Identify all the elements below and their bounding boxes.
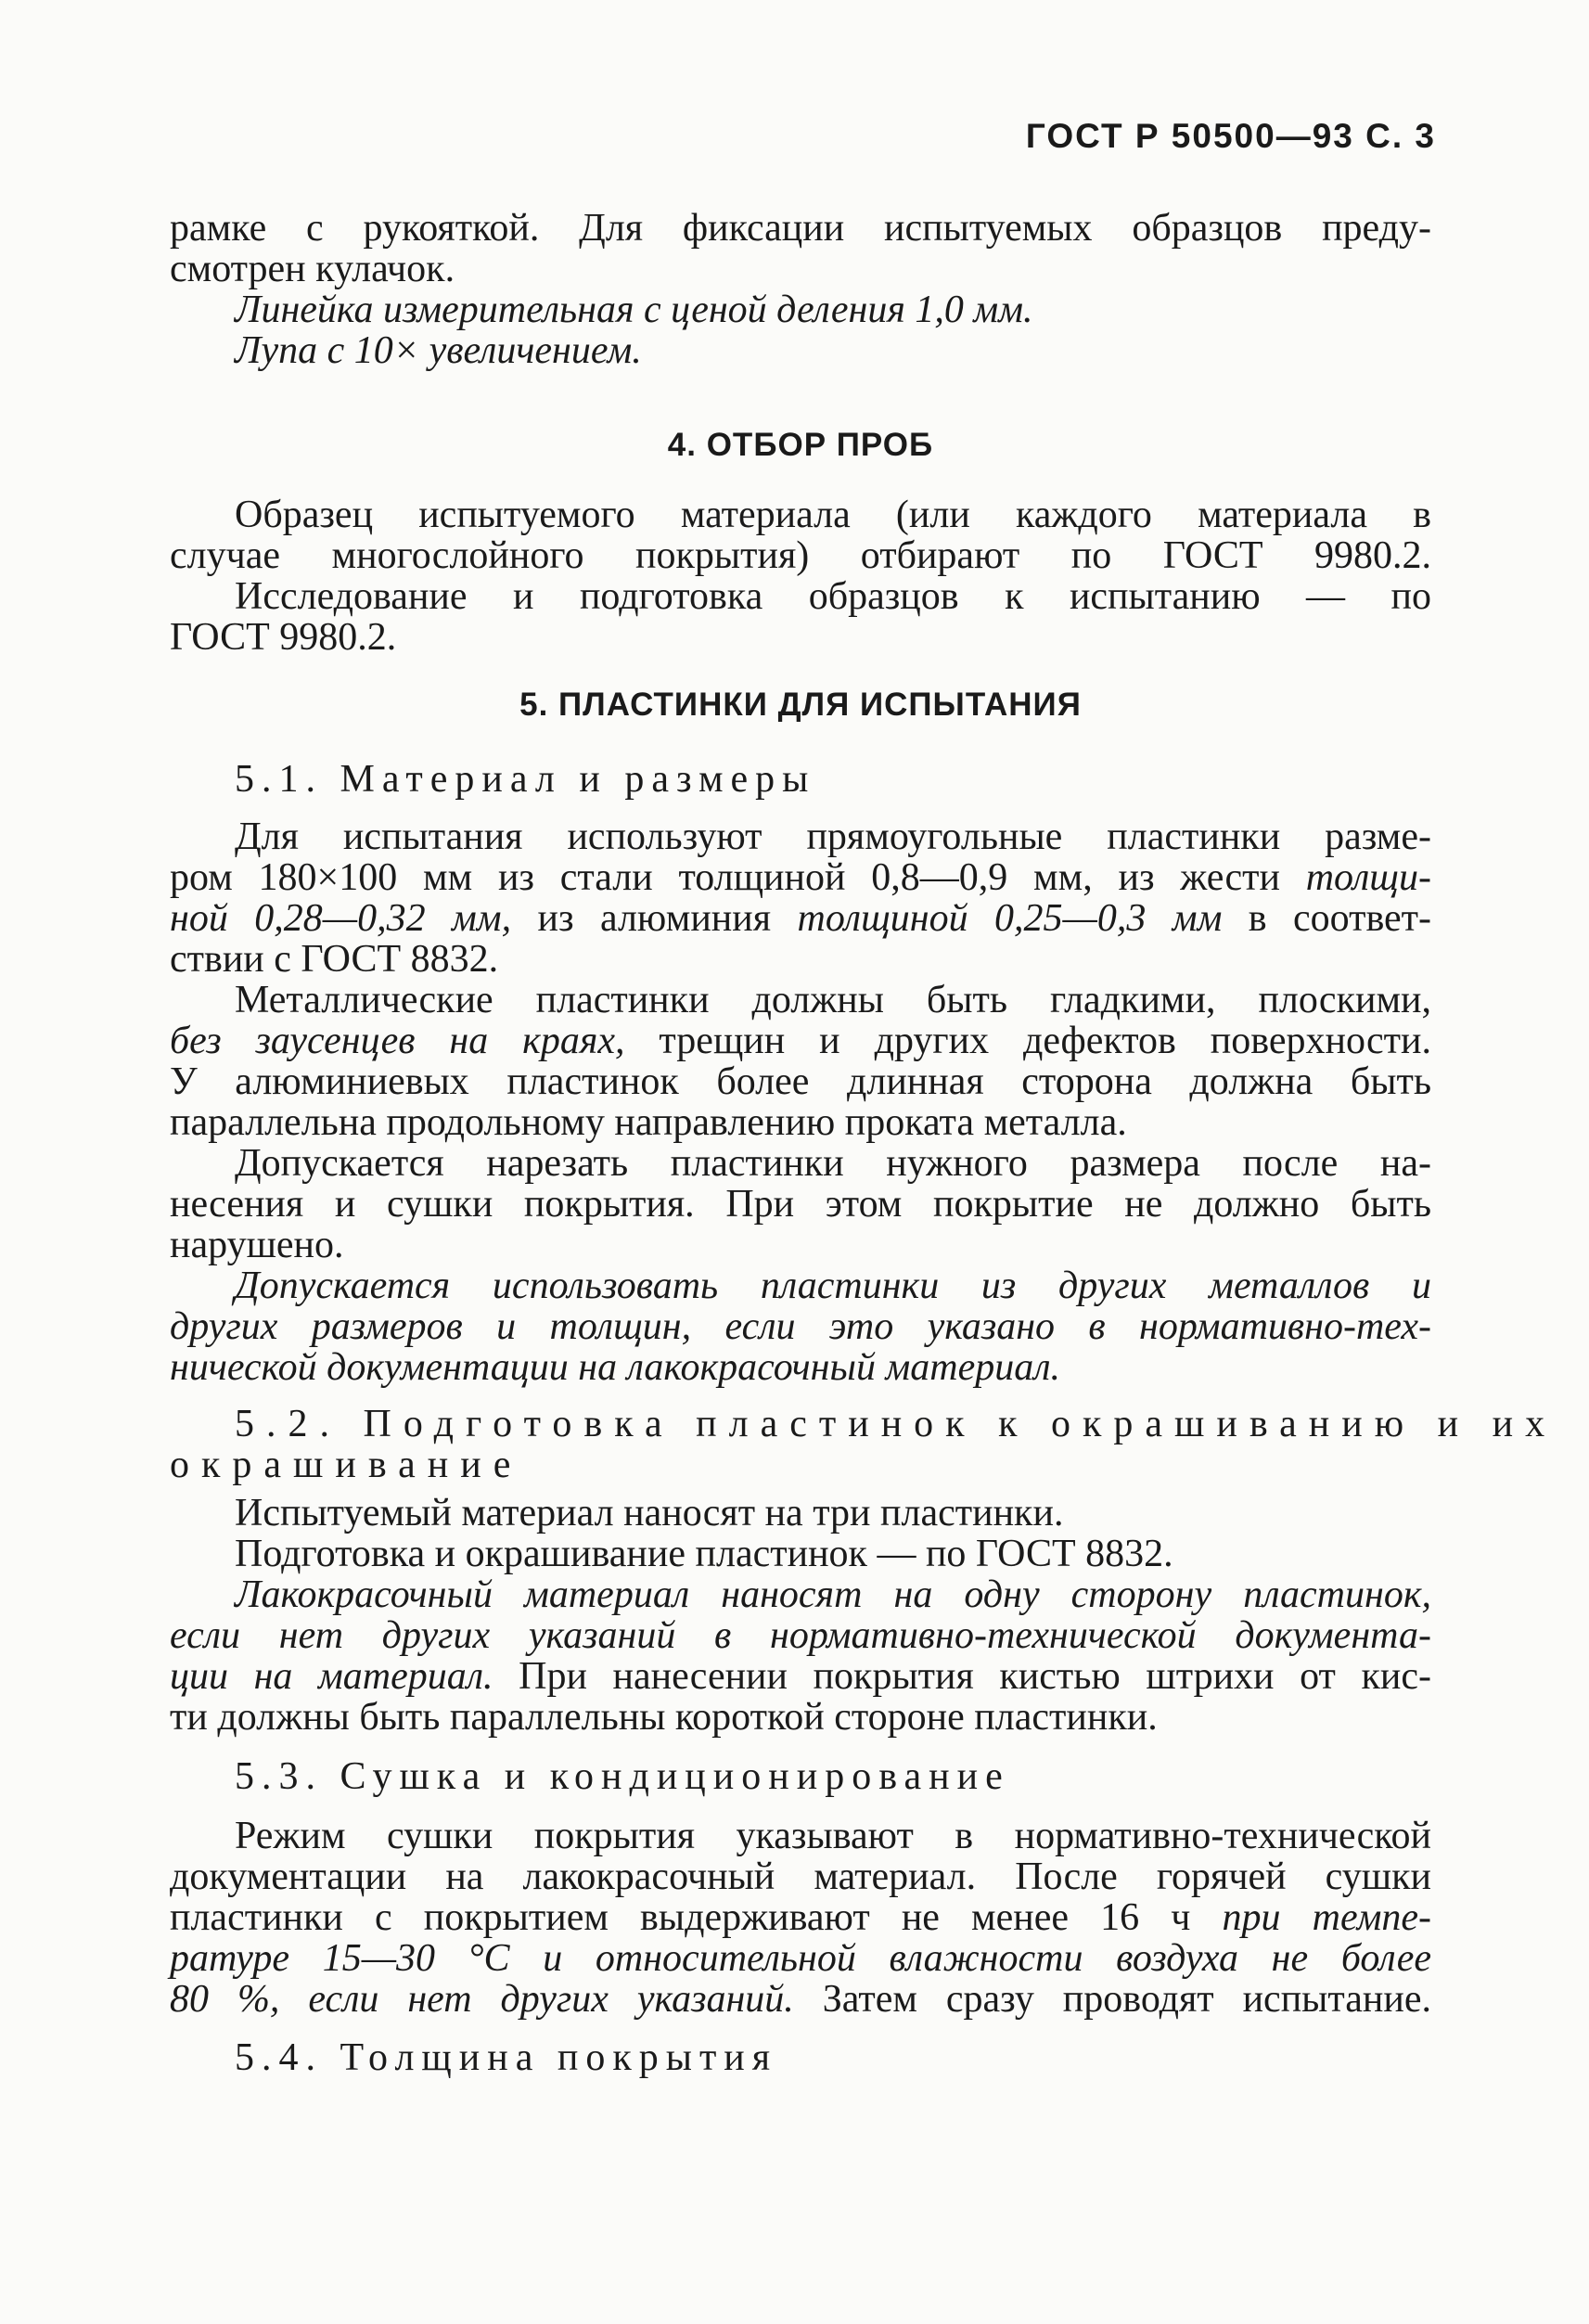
subsection-title: окрашивание [170,1444,523,1486]
paragraph-line: Образец испытуемого материала (или каждого материала в [235,494,1431,536]
paragraph-line: Допускается использовать пластинки из других металлов и [235,1265,1431,1307]
ruler-item: Линейка измерительная с ценой деления 1,0 мм. [235,289,1033,331]
intro-line: рамке с рукояткой. Для фиксации испытуемых образцов преду- [170,207,1431,250]
subsection-5-1-text [170,816,1431,1388]
paragraph-line: Исследование и подготовка образцов к испытанию — по [235,575,1431,618]
paragraph-line: ти должны быть параллельны короткой стороне пластинки. [170,1696,1158,1739]
text-run: ром 180×100 мм из стали толщиной 0,8—0,9 мм, из жести [170,856,1306,899]
paragraph-line: документации на лакокрасочный материал. После горячей сушки [170,1855,1431,1898]
italic-run: толщиной 0,25—0,3 мм [797,897,1223,940]
paragraph-line [170,1021,1431,1061]
subsection-5-4-title [170,2037,1431,2078]
paragraph-line [170,898,1431,939]
paragraph-line: нарушено. [170,1224,344,1266]
subsection-5-2-title [170,1403,1557,1486]
subsection-5-3-text [170,1816,1431,2020]
subsection-title: 5.4. Толщина покрытия [235,2036,778,2079]
paragraph-line [170,857,1431,898]
italic-run: без заусенцев на краях, [170,1020,625,1062]
paragraph-line: несения и сушки покрытия. При этом покрытие не должно быть [170,1183,1431,1226]
subsection-5-2-text [170,1493,1431,1738]
paragraph-line: ГОСТ 9980.2. [170,616,397,659]
paragraph-line: Режим сушки покрытия указывают в нормативно-технической [235,1815,1431,1857]
paragraph-line: случае многослойного покрытия) отбирают по ГОСТ 9980.2. [170,534,1431,577]
paragraph-line: параллельна продольному направлению проката металла. [170,1101,1127,1144]
text-run: пластинки с покрытием выдерживают не менее 16 ч [170,1896,1223,1939]
paragraph-line [170,1656,1431,1697]
paragraph-line: Испытуемый материал наносят на три пластинки. [235,1492,1064,1534]
subsection-title: 5.2. Подготовка пластинок к окрашиванию и их [235,1403,1557,1445]
italic-run: толщи- [1305,856,1431,899]
italic-run: при темпе- [1222,1896,1432,1939]
subsection-5-3-title [170,1756,1431,1797]
subsection-5-1-title [170,759,1431,800]
loupe-item: Лупа с 10× увеличением. [235,329,642,372]
paragraph-line: Лакокрасочный материал наносят на одну сторону пластинок, [235,1573,1431,1616]
paragraph-line: ратуре 15—30 °С и относительной влажности воздуха не более [170,1937,1431,1980]
paragraph-line: Для испытания используют прямоугольные пластинки разме- [235,815,1431,858]
text-run: в соответ- [1222,897,1432,940]
paragraph-line: Допускается нарезать пластинки нужного размера после на- [235,1142,1431,1185]
intro-line: смотрен кулачок. [170,248,455,290]
paragraph-line: У алюминиевых пластинок более длинная сторона должна быть [170,1060,1431,1103]
text-run: При нанесении покрытия кистью штрихи от кис- [493,1655,1431,1698]
paragraph-line: ствии с ГОСТ 8832. [170,938,499,981]
paragraph-line: если нет других указаний в нормативно-технической документа- [170,1614,1431,1657]
paragraph-line: Подготовка и окрашивание пластинок — по ГОСТ 8832. [235,1533,1173,1575]
section-4-heading: 4. ОТБОР ПРОБ [667,427,934,463]
paragraph-line [170,1979,1431,2020]
running-header: ГОСТ Р 50500—93 С. 3 [1025,117,1436,155]
section-4-text [170,494,1431,658]
text-run: трещин и других дефектов поверхности. [624,1020,1432,1062]
italic-run: ции на материал. [170,1655,493,1698]
text-run: Затем сразу проводят испытание. [793,1978,1432,2021]
italic-run: 80 %, если нет других указаний. [170,1978,794,2021]
intro-paragraph [170,208,1431,371]
section-5-heading: 5. ПЛАСТИНКИ ДЛЯ ИСПЫТАНИЯ [519,687,1082,723]
paragraph-line [170,1897,1431,1938]
text-run: из алюминия [511,897,798,940]
italic-run: ной 0,28—0,32 мм, [170,897,512,940]
paragraph-line: нической документации на лакокрасочный материал. [170,1346,1061,1389]
subsection-title: 5.1. Материал и размеры [235,758,816,801]
paragraph-line: Металлические пластинки должны быть гладкими, плоскими, [235,979,1431,1021]
subsection-title: 5.3. Сушка и кондиционирование [235,1755,1010,1798]
paragraph-line: других размеров и толщин, если это указано в нормативно-тех- [170,1305,1431,1348]
